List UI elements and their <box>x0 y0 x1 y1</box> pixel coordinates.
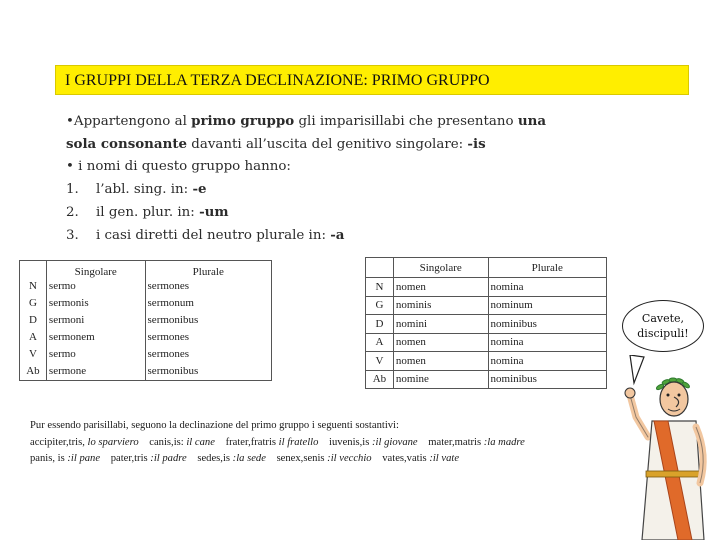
parisyllabic-exceptions <box>30 418 630 468</box>
exception-item: iuvenis,is :il giovane <box>329 436 418 448</box>
header-singular: Singolare <box>46 261 145 278</box>
table-row: N nomen nomina <box>366 278 607 297</box>
table-header <box>366 258 607 278</box>
exception-item: accipiter,tris, lo sparviero <box>30 436 139 448</box>
table-row: D nomini nominibus <box>366 315 607 334</box>
exception-item: panis, is :il pane <box>30 453 101 464</box>
exception-item: vates,vatis :il vate <box>382 453 460 464</box>
table-row: Ab sermone sermonibus <box>20 363 272 380</box>
header-singular: Singolare <box>393 258 488 278</box>
table-row: G nominis nominum <box>366 296 607 315</box>
table-row: N sermo sermones <box>20 278 272 295</box>
exception-item: senex,senis :il vecchio <box>276 453 372 464</box>
intro-line-3: • i nomi di questo gruppo hanno: <box>66 159 291 174</box>
raised-arm <box>630 395 648 437</box>
belt <box>646 471 702 477</box>
table-header <box>20 261 272 278</box>
table-row: A nomen nomina <box>366 333 607 352</box>
intro-item-2: 2. il gen. plur. in: -um <box>66 204 229 220</box>
intro-line-2: sola consonante davanti all’uscita del genitivo singolare: -is <box>66 136 486 152</box>
slide-title: I GRUPPI DELLA TERZA DECLINAZIONE: PRIMO GRUPPO <box>55 65 689 95</box>
intro-item-1: 1. l’abl. sing. in: -e <box>66 181 207 197</box>
speech-bubble: Cavete, discipuli! <box>622 300 704 352</box>
intro-item-3: 3. i casi diretti del neutro plurale in: -a <box>66 227 345 243</box>
exception-item: pater,tris :il padre <box>110 453 187 464</box>
roman-emperor-illustration <box>608 355 720 540</box>
header-plural: Plurale <box>488 258 606 278</box>
exception-item: canis,is: il cane <box>149 436 215 448</box>
exceptions-row-2 <box>30 451 630 468</box>
exception-item: frater,fratris il fratello <box>225 436 319 448</box>
intro-text <box>66 110 626 247</box>
exception-item: sedes,is :la sede <box>197 453 266 464</box>
intro-line-1: •Appartengono al primo gruppo gli imparisillabi che presentano una <box>66 113 546 129</box>
table-row: V sermo sermones <box>20 346 272 363</box>
table-row: D sermoni sermonibus <box>20 312 272 329</box>
exception-item: mater,matris :la madre <box>428 436 525 448</box>
exceptions-intro: Pur essendo parisillabi, seguono la declinazione del primo gruppo i seguenti sostantivi: <box>30 420 399 431</box>
table-row: Ab nomine nominibus <box>366 370 607 389</box>
table-row: G sermonis sermonum <box>20 295 272 312</box>
declension-table-nomen <box>365 257 607 389</box>
exceptions-row-1 <box>30 435 630 452</box>
table-row: A sermonem sermones <box>20 329 272 346</box>
table-row: V nomen nomina <box>366 352 607 371</box>
speech-bubble-tail <box>630 355 644 383</box>
declension-table-sermo <box>19 260 272 381</box>
header-plural: Plurale <box>145 261 271 278</box>
